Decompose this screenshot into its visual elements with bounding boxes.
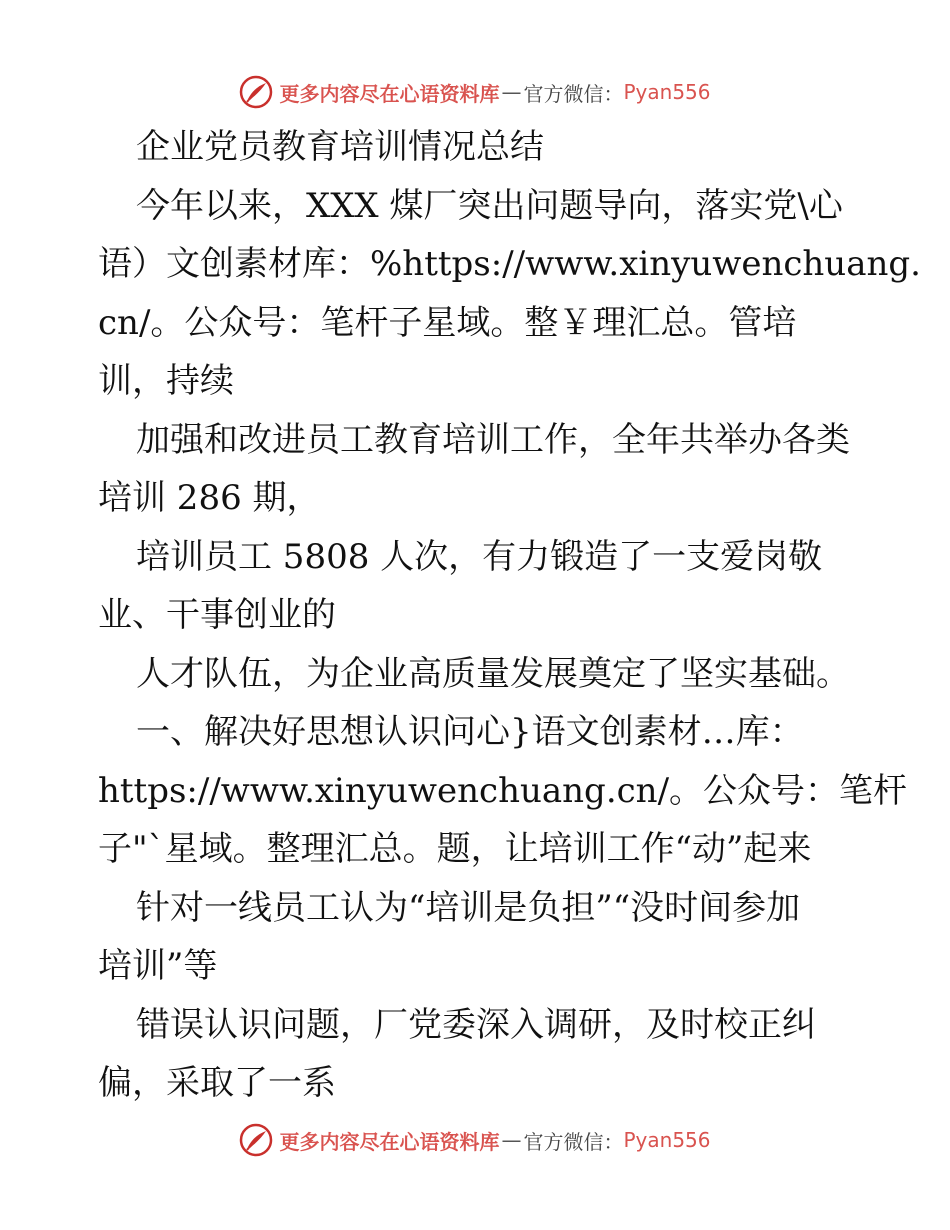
paragraph-line: cn/。公众号：笔杆子星域。整￥理汇总。管培	[98, 302, 797, 343]
watermark-site: 更多内容尽在心语资料库	[279, 81, 500, 106]
paragraph-line: 企业党员教育培训情况总结	[136, 127, 544, 167]
watermark-wechat-id: Pyan556	[623, 1128, 711, 1152]
paragraph-line: https://www.xinyuwenchuang.cn/。公众号：笔杆	[98, 770, 908, 811]
paragraph-line: 业、干事创业的	[98, 595, 336, 635]
paragraph-line: 人才队伍，为企业高质量发展奠定了坚实基础。	[136, 653, 850, 694]
paragraph-line: 语）文创素材库：%https://www.xinyuwenchuang.	[98, 244, 921, 284]
quill-logo-icon	[239, 75, 273, 109]
paragraph-line: 训，持续	[98, 361, 234, 401]
header-watermark	[0, 72, 950, 112]
paragraph-line: 子"`星域。整理汇总。题，让培训工作“动”起来	[98, 829, 812, 869]
paragraph-line: 偏，采取了一系	[98, 1063, 336, 1103]
document-body	[98, 118, 921, 1113]
watermark-separator: —	[501, 80, 522, 104]
watermark-wechat-id: Pyan556	[623, 80, 711, 104]
watermark-official: 官方微信：	[523, 1129, 624, 1154]
paragraph-line: 一、解决好思想认识问心}语文创素材…库：	[136, 712, 804, 752]
paragraph-line: 今年以来，XXX 煤厂突出问题导向，落实党\心	[136, 185, 843, 226]
paragraph-line: 加强和改进员工教育培训工作，全年共举办各类	[136, 419, 850, 460]
watermark-separator: —	[501, 1128, 522, 1152]
watermark-official: 官方微信：	[523, 81, 624, 106]
paragraph-line: 培训”等	[98, 946, 218, 986]
paragraph-line: 针对一线员工认为“培训是负担”“没时间参加	[136, 887, 801, 928]
paragraph-line: 培训 286 期，	[98, 478, 321, 518]
paragraph-line: 错误认识问题，厂党委深入调研，及时校正纠	[136, 1004, 816, 1045]
quill-logo-icon	[239, 1123, 273, 1157]
paragraph-line: 培训员工 5808 人次，有力锻造了一支爱岗敬	[136, 536, 823, 577]
footer-watermark	[0, 1120, 950, 1160]
watermark-site: 更多内容尽在心语资料库	[279, 1129, 500, 1154]
